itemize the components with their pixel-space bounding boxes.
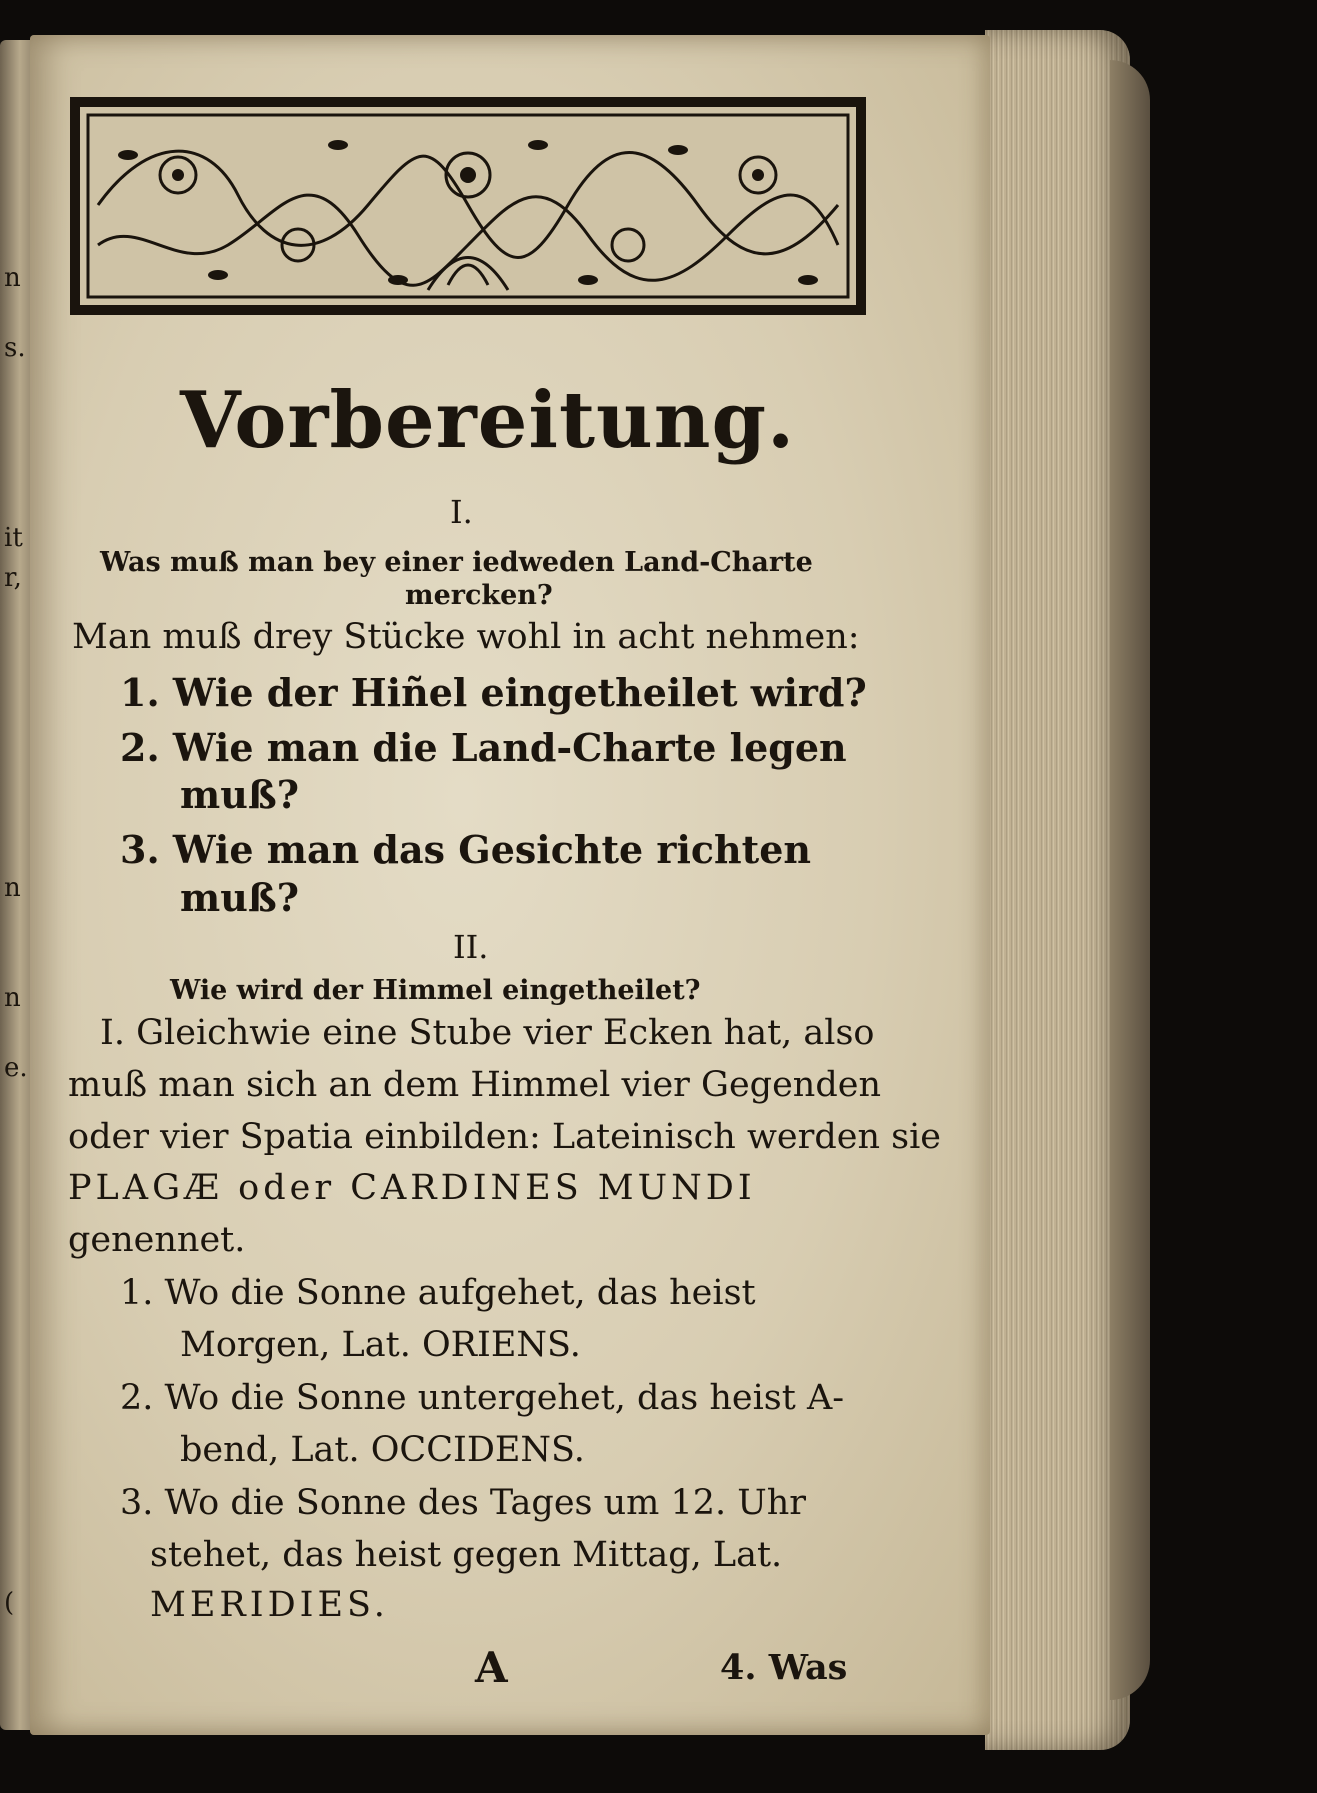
facing-page-fragment: it bbox=[4, 523, 23, 553]
book-page bbox=[30, 35, 990, 1735]
list-item: muß? bbox=[180, 772, 299, 817]
list-item: 3. Wo die Sonne des Tages um 12. Uhr bbox=[120, 1483, 807, 1523]
section-question: Wie wird der Himmel eingetheilet? bbox=[170, 975, 701, 1006]
facing-page-fragment: ( bbox=[4, 1588, 15, 1618]
list-item: 2. Wo die Sonne untergehet, das heist A- bbox=[120, 1378, 845, 1418]
list-item: Morgen, Lat. ORIENS. bbox=[180, 1325, 581, 1365]
facing-page-fragment: r, bbox=[4, 563, 22, 593]
section-question: Was muß man bey einer iedweden Land-Charte bbox=[100, 547, 813, 578]
section-question: mercken? bbox=[405, 580, 553, 611]
section-numeral: II. bbox=[453, 928, 489, 966]
paragraph-line: oder vier Spatia einbilden: Lateinisch werden sie bbox=[68, 1117, 942, 1157]
section-numeral: I. bbox=[450, 493, 473, 531]
list-item: 1. Wie der Hiñel eingetheilet wird? bbox=[120, 670, 867, 715]
paragraph-line: muß man sich an dem Himmel vier Gegenden bbox=[68, 1065, 881, 1105]
ornament-banner-icon bbox=[68, 95, 868, 317]
book-fore-edge bbox=[985, 30, 1130, 1750]
list-item: stehet, das heist gegen Mittag, Lat. bbox=[150, 1535, 783, 1575]
facing-page-fragment: n bbox=[4, 983, 21, 1013]
signature-mark: A bbox=[475, 1643, 508, 1692]
catchword: 4. Was bbox=[720, 1647, 848, 1688]
page-title: Vorbereitung. bbox=[180, 375, 796, 466]
paragraph-line: I. Gleichwie eine Stube vier Ecken hat, also bbox=[100, 1013, 875, 1053]
facing-page-fragment: e. bbox=[4, 1053, 28, 1083]
list-item: muß? bbox=[180, 875, 299, 920]
list-item: 1. Wo die Sonne aufgehet, das heist bbox=[120, 1273, 756, 1313]
list-item: MERIDIES. bbox=[150, 1585, 389, 1625]
list-item: 2. Wie man die Land-Charte legen bbox=[120, 725, 847, 770]
answer-intro: Man muß drey Stücke wohl in acht nehmen: bbox=[72, 617, 860, 657]
paragraph-line: genennet. bbox=[68, 1220, 246, 1260]
paragraph-line: PLAGÆ oder CARDINES MUNDI bbox=[68, 1168, 756, 1208]
facing-page-fragment: n bbox=[4, 263, 21, 293]
facing-page-fragment: s. bbox=[4, 333, 26, 363]
list-item: 3. Wie man das Gesichte richten bbox=[120, 827, 812, 872]
list-item: bend, Lat. OCCIDENS. bbox=[180, 1430, 585, 1470]
facing-page-fragment: n bbox=[4, 873, 21, 903]
